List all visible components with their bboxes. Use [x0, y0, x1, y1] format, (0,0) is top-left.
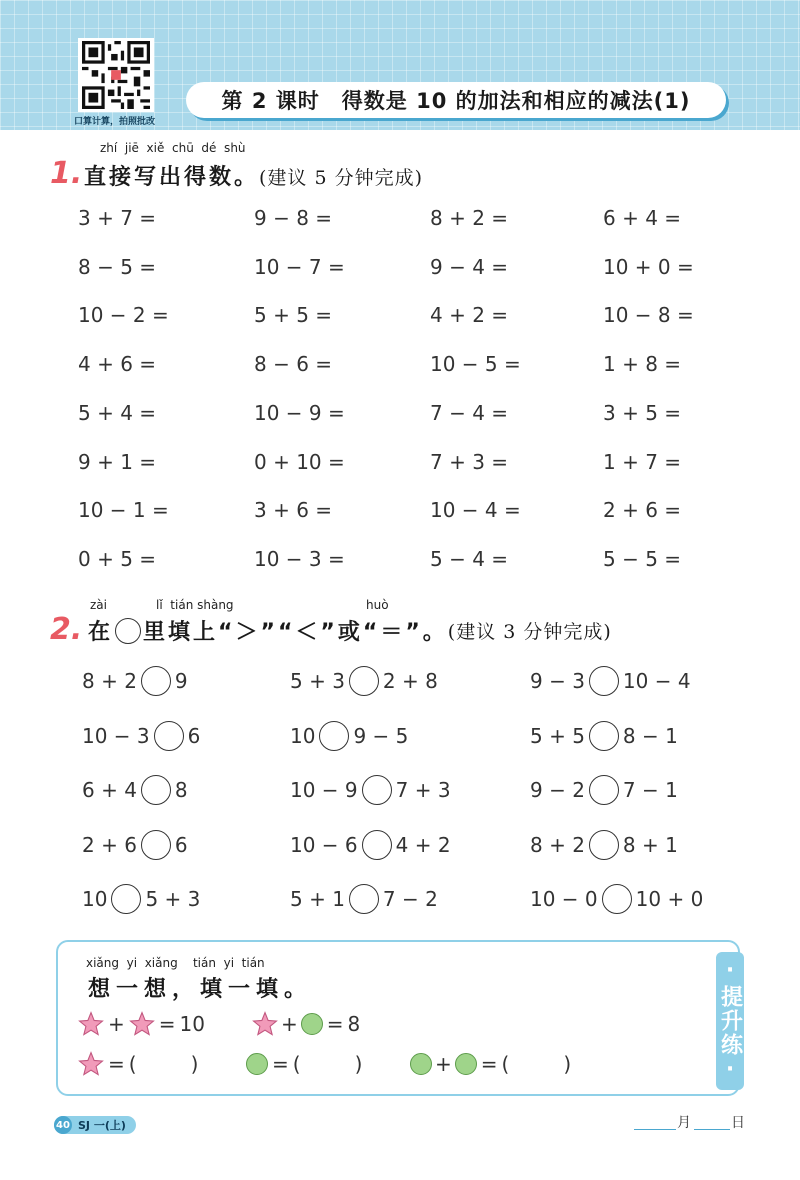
- arithmetic-problem[interactable]: 4 + 6 =: [78, 352, 157, 376]
- compare-left-expression: 5 + 5: [530, 724, 585, 748]
- arithmetic-problem[interactable]: 4 + 2 =: [430, 303, 509, 327]
- arithmetic-problem[interactable]: 3 + 6 =: [254, 498, 333, 522]
- think-title: 想一想，填一填。: [88, 977, 313, 1002]
- compare-answer-circle[interactable]: [154, 721, 184, 751]
- green-circle-icon: [301, 1013, 323, 1035]
- ex2-title: [88, 615, 612, 646]
- compare-right-expression: 6: [174, 833, 188, 857]
- arithmetic-problem[interactable]: 6 + 4 =: [603, 206, 682, 230]
- compare-right-expression: 4 + 2: [395, 833, 451, 857]
- day-blank[interactable]: [694, 1129, 730, 1130]
- arithmetic-problem[interactable]: 8 − 6 =: [254, 352, 333, 376]
- compare-problem: [82, 773, 188, 807]
- arithmetic-problem[interactable]: 0 + 10 =: [254, 450, 345, 474]
- qr-caption: 口算计算，拍照批改: [74, 117, 156, 127]
- arithmetic-problem[interactable]: 9 + 1 =: [78, 450, 157, 474]
- compare-problem: [290, 882, 438, 916]
- compare-right-expression: 2 + 8: [382, 669, 438, 693]
- page-number: 40: [54, 1116, 72, 1134]
- compare-problem: [82, 828, 188, 862]
- think-row-1b: [252, 1010, 360, 1038]
- compare-left-expression: 10 − 0: [530, 887, 598, 911]
- ex2-pinyin-huo: huò: [366, 598, 389, 612]
- equals-sign: =: [108, 1052, 125, 1076]
- compare-problem: [290, 828, 451, 862]
- think-row-2a: [78, 1050, 198, 1078]
- pink-star-icon: [78, 1051, 104, 1077]
- compare-left-expression: 5 + 1: [290, 887, 345, 911]
- compare-right-expression: 8 + 1: [622, 833, 678, 857]
- arithmetic-problem[interactable]: 1 + 7 =: [603, 450, 682, 474]
- compare-left-expression: 8 + 2: [82, 669, 137, 693]
- compare-left-expression: 10 − 6: [290, 833, 358, 857]
- ex1-title-text: 直接写出得数。: [84, 165, 260, 190]
- compare-right-expression: 10 − 4: [622, 669, 691, 693]
- think-row-2b: [246, 1050, 362, 1078]
- side-tab-label: ·提升练·: [717, 958, 743, 1084]
- compare-problem: [530, 882, 703, 916]
- compare-answer-circle[interactable]: [141, 666, 171, 696]
- ex2-number: 2.: [50, 612, 83, 647]
- compare-problem: [290, 719, 408, 753]
- ex2-pinyin-litianshang: lǐ tián shàng: [156, 598, 234, 612]
- compare-left-expression: 9 − 2: [530, 778, 585, 802]
- qr-code-icon: [81, 41, 151, 109]
- arithmetic-problem[interactable]: 10 − 7 =: [254, 255, 345, 279]
- arithmetic-problem[interactable]: 10 − 4 =: [430, 498, 521, 522]
- think-pinyin: xiǎng yi xiǎng tián yi tián: [86, 956, 265, 970]
- paren-close: ): [354, 1052, 363, 1076]
- arithmetic-problem[interactable]: 1 + 8 =: [603, 352, 682, 376]
- compare-left-expression: 10 − 9: [290, 778, 358, 802]
- compare-problem: [290, 773, 451, 807]
- equals-sign: =: [158, 1012, 176, 1036]
- compare-answer-circle[interactable]: [589, 721, 619, 751]
- arithmetic-problem[interactable]: 10 − 3 =: [254, 547, 345, 571]
- compare-answer-circle[interactable]: [589, 775, 619, 805]
- equals-sign: =: [272, 1052, 289, 1076]
- compare-answer-circle[interactable]: [141, 775, 171, 805]
- arithmetic-problem[interactable]: 8 − 5 =: [78, 255, 157, 279]
- lesson-number: 第 2 课时: [221, 89, 320, 113]
- edition-label: SJ 一(上): [78, 1119, 126, 1132]
- compare-problem: [530, 773, 678, 807]
- compare-answer-circle[interactable]: [602, 884, 632, 914]
- arithmetic-problem[interactable]: 5 + 4 =: [78, 401, 157, 425]
- arithmetic-problem[interactable]: 10 − 2 =: [78, 303, 169, 327]
- arithmetic-problem[interactable]: 10 − 1 =: [78, 498, 169, 522]
- arithmetic-problem[interactable]: 3 + 5 =: [603, 401, 682, 425]
- ex1-pinyin: zhí jiē xiě chū dé shù: [100, 141, 246, 155]
- compare-problem: [82, 719, 200, 753]
- compare-right-expression: 10 + 0: [635, 887, 704, 911]
- arithmetic-problem[interactable]: 9 − 8 =: [254, 206, 333, 230]
- compare-left-expression: 6 + 4: [82, 778, 137, 802]
- green-circle-icon: [455, 1053, 477, 1075]
- compare-problem: [530, 828, 678, 862]
- answer-circle-icon: [115, 618, 141, 644]
- compare-problem: [82, 664, 188, 698]
- side-tab: [716, 952, 744, 1090]
- compare-right-expression: 9: [174, 669, 188, 693]
- arithmetic-problem[interactable]: 7 + 3 =: [430, 450, 509, 474]
- compare-right-expression: 9 − 5: [353, 724, 409, 748]
- compare-answer-circle[interactable]: [349, 884, 379, 914]
- compare-left-expression: 10: [82, 887, 108, 911]
- pink-star-icon: [252, 1011, 278, 1037]
- compare-answer-circle[interactable]: [362, 775, 392, 805]
- arithmetic-problem[interactable]: 3 + 7 =: [78, 206, 157, 230]
- think-row-1: [78, 1010, 205, 1038]
- green-circle-icon: [410, 1053, 432, 1075]
- arithmetic-problem[interactable]: 10 − 8 =: [603, 303, 694, 327]
- arithmetic-problem[interactable]: 5 + 5 =: [254, 303, 333, 327]
- ex1-number: 1.: [50, 156, 83, 191]
- compare-right-expression: 7 − 2: [382, 887, 438, 911]
- compare-answer-circle[interactable]: [111, 884, 141, 914]
- green-circle-icon: [246, 1053, 268, 1075]
- plus-sign: +: [281, 1012, 298, 1036]
- compare-left-expression: 10 − 3: [82, 724, 150, 748]
- plus-sign: +: [435, 1052, 452, 1076]
- compare-left-expression: 9 − 3: [530, 669, 585, 693]
- compare-answer-circle[interactable]: [589, 666, 619, 696]
- arithmetic-problem[interactable]: 10 − 9 =: [254, 401, 345, 425]
- ex2-note: (建议 3 分钟完成): [447, 621, 612, 643]
- compare-left-expression: 8 + 2: [530, 833, 585, 857]
- paren-open: (: [292, 1052, 301, 1076]
- compare-right-expression: 7 − 1: [622, 778, 678, 802]
- think-value-8: 8: [347, 1012, 361, 1036]
- compare-right-expression: 8 − 1: [622, 724, 678, 748]
- think-row-2c: [410, 1050, 571, 1078]
- compare-left-expression: 10: [290, 724, 316, 748]
- ex2-title-b: 里填上: [143, 620, 219, 645]
- ex2-title-c: “＞”“＜”或“＝”。: [218, 620, 448, 645]
- paren-open: (: [501, 1052, 510, 1076]
- arithmetic-problem[interactable]: 7 − 4 =: [430, 401, 509, 425]
- compare-left-expression: 2 + 6: [82, 833, 137, 857]
- equals-sign: =: [326, 1012, 344, 1036]
- compare-problem: [530, 719, 678, 753]
- pink-star-icon: [78, 1011, 104, 1037]
- pink-star-icon: [129, 1011, 155, 1037]
- arithmetic-problem[interactable]: 2 + 6 =: [603, 498, 682, 522]
- compare-answer-circle[interactable]: [362, 830, 392, 860]
- lesson-banner: [186, 82, 726, 118]
- paren-close: ): [563, 1052, 572, 1076]
- arithmetic-problem[interactable]: 5 − 4 =: [430, 547, 509, 571]
- arithmetic-problem[interactable]: 5 − 5 =: [603, 547, 682, 571]
- arithmetic-problem[interactable]: 10 − 5 =: [430, 352, 521, 376]
- compare-answer-circle[interactable]: [349, 666, 379, 696]
- paren-open: (: [128, 1052, 137, 1076]
- compare-answer-circle[interactable]: [319, 721, 349, 751]
- plus-sign: +: [108, 1012, 125, 1036]
- compare-answer-circle[interactable]: [141, 830, 171, 860]
- day-label: 日: [731, 1115, 745, 1131]
- arithmetic-problem[interactable]: 0 + 5 =: [78, 547, 157, 571]
- lesson-title: 得数是 10 的加法和相应的减法(1): [341, 89, 691, 113]
- ex1-note: (建议 5 分钟完成): [259, 167, 424, 189]
- compare-right-expression: 7 + 3: [395, 778, 451, 802]
- think-value-10: 10: [179, 1012, 205, 1036]
- compare-right-expression: 8: [174, 778, 188, 802]
- compare-right-expression: 5 + 3: [145, 887, 201, 911]
- arithmetic-problem[interactable]: 9 − 4 =: [430, 255, 509, 279]
- qr-code[interactable]: [78, 38, 154, 112]
- compare-problem: [530, 664, 691, 698]
- equals-sign: =: [480, 1052, 498, 1076]
- compare-left-expression: 5 + 3: [290, 669, 345, 693]
- page-badge: [54, 1116, 136, 1134]
- arithmetic-problem[interactable]: 8 + 2 =: [430, 206, 509, 230]
- compare-problem: [82, 882, 200, 916]
- compare-answer-circle[interactable]: [589, 830, 619, 860]
- month-blank[interactable]: [634, 1129, 676, 1130]
- ex1-title: [84, 160, 423, 191]
- compare-right-expression: 6: [187, 724, 201, 748]
- ex2-pinyin-zai: zài: [90, 598, 107, 612]
- arithmetic-problem[interactable]: 10 + 0 =: [603, 255, 694, 279]
- compare-problem: [290, 664, 438, 698]
- ex2-title-a: 在: [88, 620, 114, 645]
- paren-close: ): [190, 1052, 199, 1076]
- month-label: 月: [677, 1115, 691, 1131]
